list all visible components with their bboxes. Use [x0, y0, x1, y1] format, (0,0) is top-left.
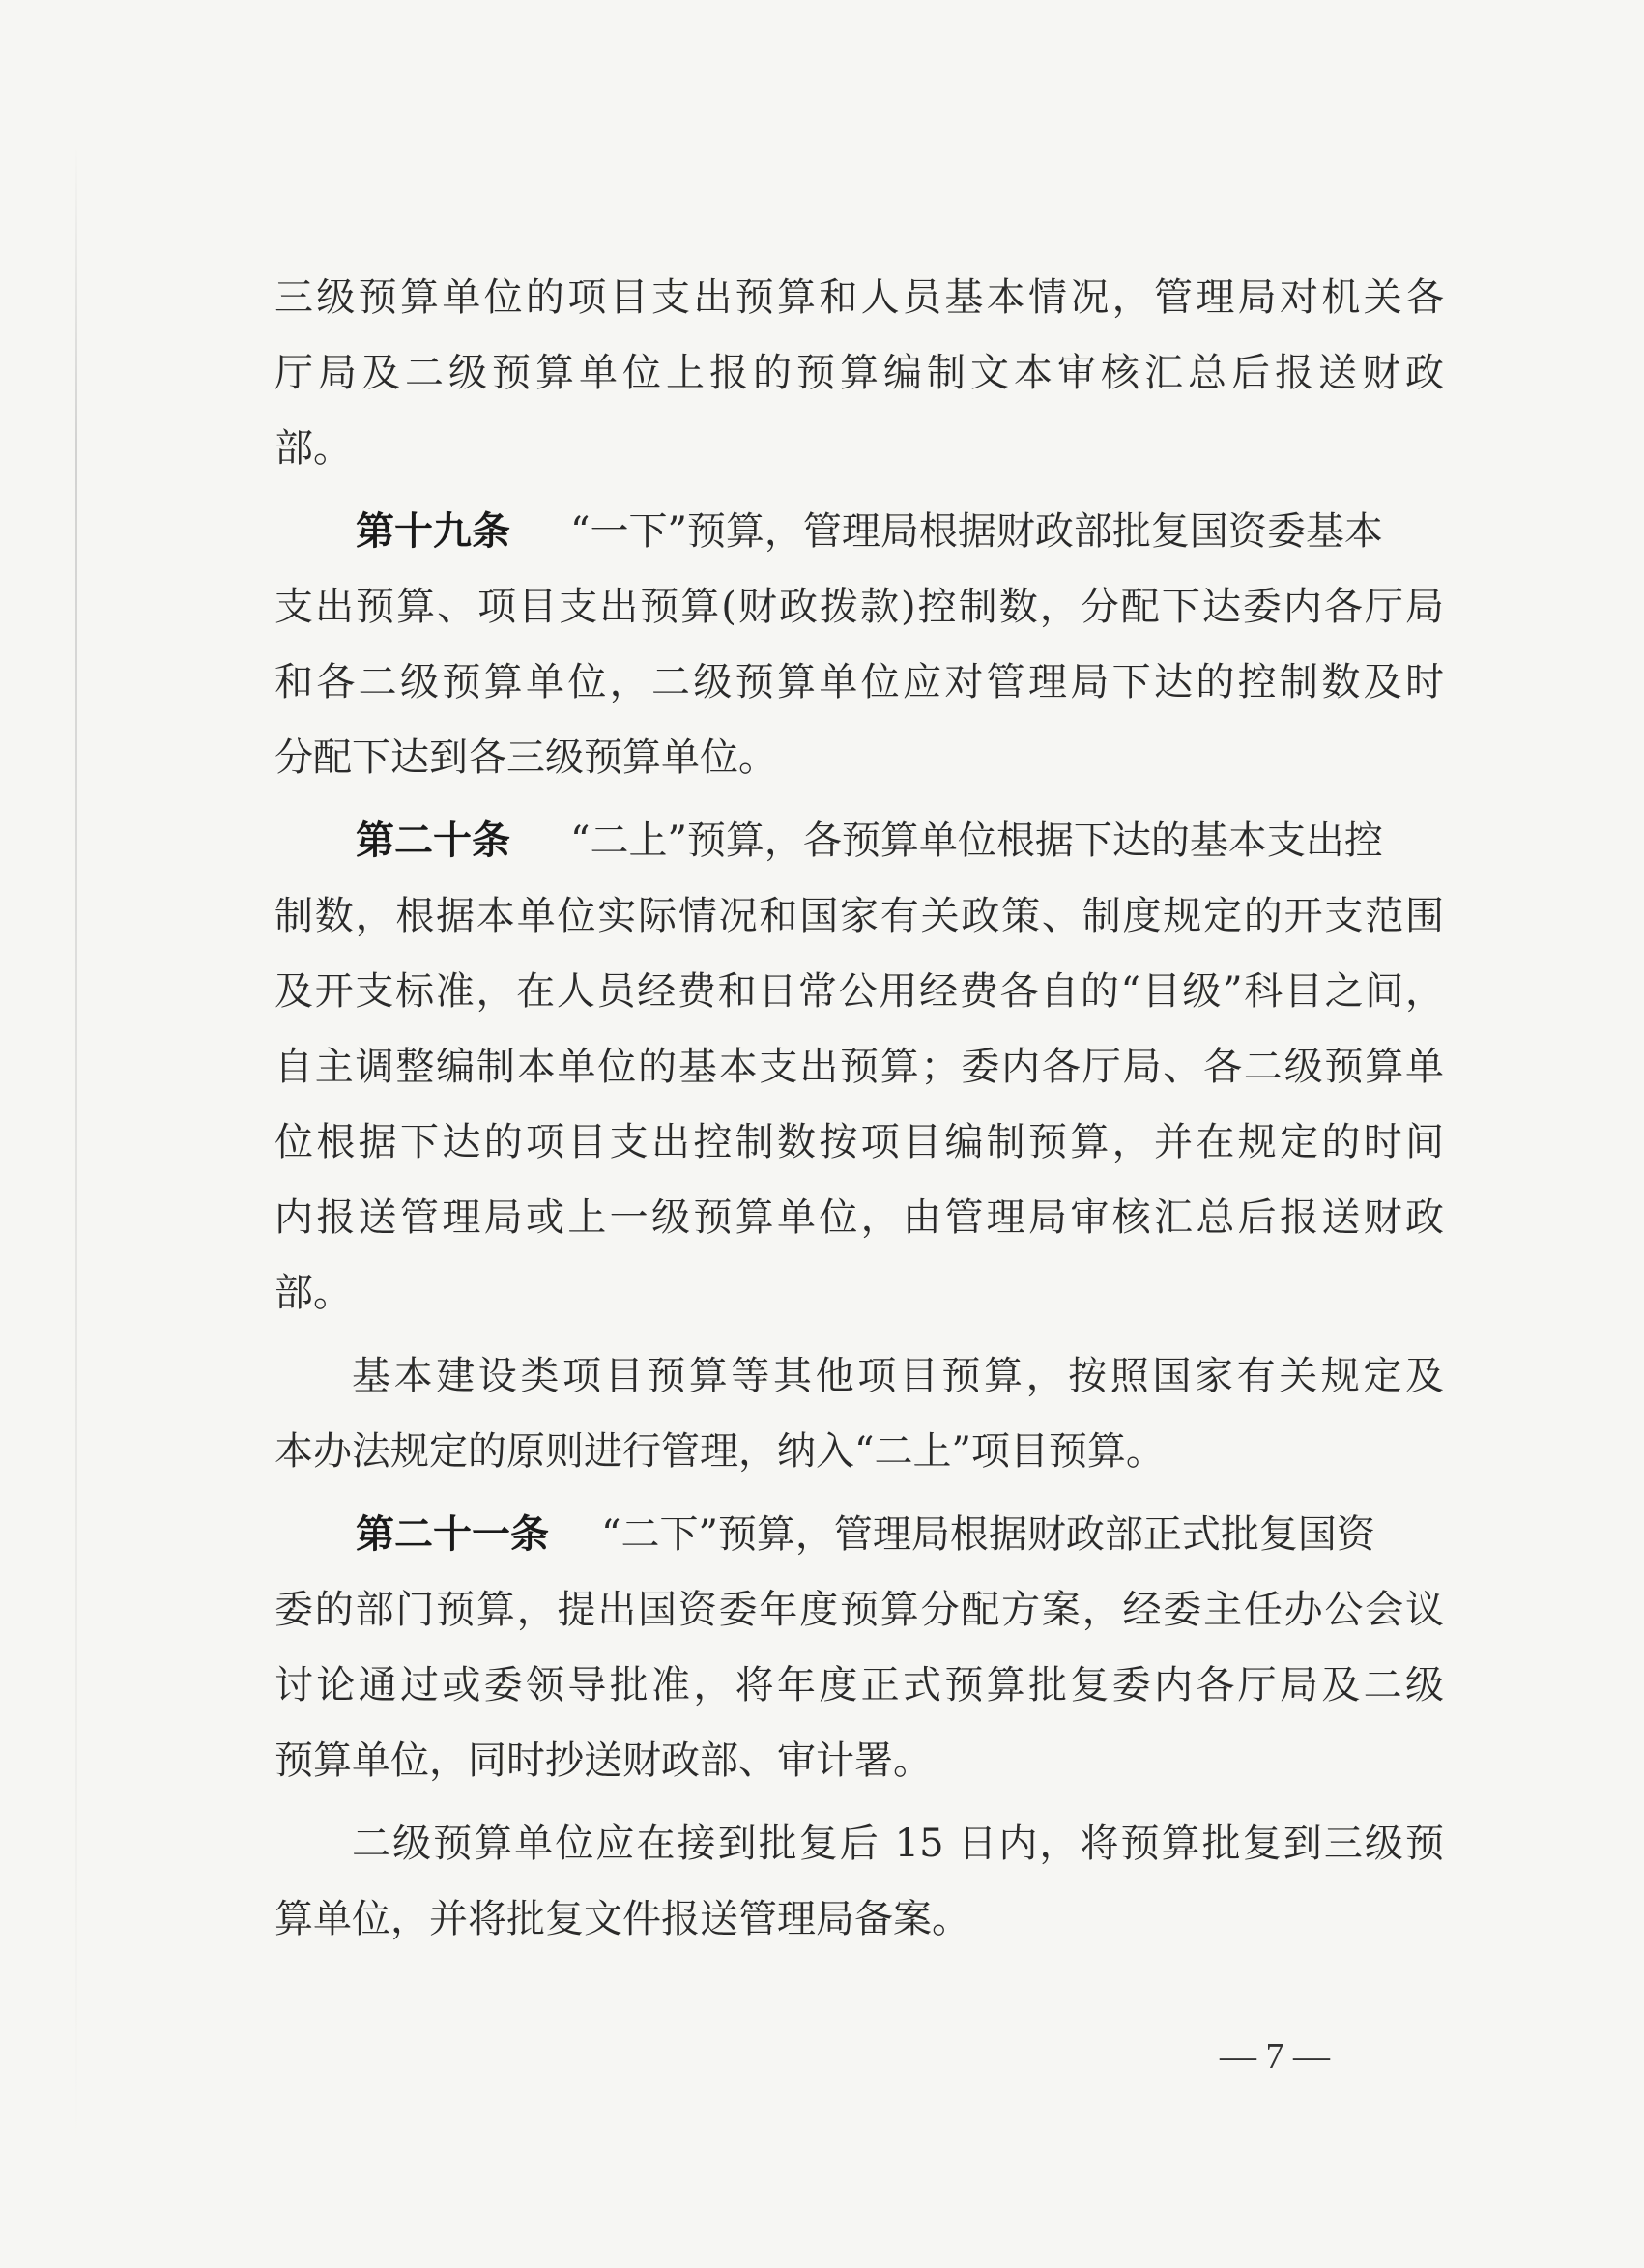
- text-line: 分配下达到各三级预算单位。: [274, 735, 777, 780]
- text-line: 本办法规定的原则进行管理，纳入“二上”项目预算。: [274, 1429, 1165, 1474]
- article-title: 第二十条: [356, 818, 510, 863]
- text-line: 支出预算、项目支出预算(财政拨款)控制数，分配下达委内各厅局: [274, 585, 1444, 629]
- text-line: 委的部门预算，提出国资委年度预算分配方案，经委主任办公会议: [274, 1588, 1444, 1632]
- text-line: 算单位，并将批复文件报送管理局备案。: [274, 1897, 970, 1941]
- article-text: “二上”预算，各预算单位根据下达的基本支出控: [570, 818, 1383, 863]
- article-title: 第十九条: [356, 509, 510, 554]
- article-20-line-1: [356, 812, 1383, 870]
- text-line: 位根据下达的项目支出控制数按项目编制预算，并在规定的时间: [274, 1120, 1444, 1164]
- article-text: “二下”预算，管理局根据财政部正式批复国资: [601, 1512, 1375, 1557]
- text-line: 三级预算单位的项目支出预算和人员基本情况，管理局对机关各: [274, 275, 1444, 320]
- text-line: 制数，根据本单位实际情况和国家有关政策、制度规定的开支范围: [274, 894, 1444, 938]
- text-line: 二级预算单位应在接到批复后 15 日内，将预算批复到三级预: [352, 1822, 1444, 1866]
- article-21-line-1: [356, 1506, 1375, 1564]
- text-line: 基本建设类项目预算等其他项目预算，按照国家有关规定及: [352, 1354, 1444, 1398]
- text-line: 和各二级预算单位，二级预算单位应对管理局下达的控制数及时: [274, 660, 1444, 704]
- article-19-line-1: [356, 502, 1383, 560]
- text-line: 内报送管理局或上一级预算单位，由管理局审核汇总后报送财政: [274, 1195, 1444, 1240]
- text-line: 厅局及二级预算单位上报的预算编制文本审核汇总后报送财政: [274, 351, 1444, 395]
- text-line: 部。: [274, 1271, 352, 1315]
- text-line: 部。: [274, 426, 352, 471]
- text-line: 自主调整编制本单位的基本支出预算；委内各厅局、各二级预算单: [274, 1045, 1444, 1089]
- text-line: 预算单位，同时抄送财政部、审计署。: [274, 1738, 932, 1783]
- article-text: “一下”预算，管理局根据财政部批复国资委基本: [570, 509, 1383, 554]
- page-number: — 7 —: [1220, 2036, 1330, 2077]
- article-title: 第二十一条: [356, 1512, 549, 1557]
- text-line: 及开支标准，在人员经费和日常公用经费各自的“目级”科目之间，: [274, 969, 1444, 1014]
- scan-edge-line: [75, 145, 77, 2155]
- text-line: 讨论通过或委领导批准，将年度正式预算批复委内各厅局及二级: [274, 1663, 1444, 1708]
